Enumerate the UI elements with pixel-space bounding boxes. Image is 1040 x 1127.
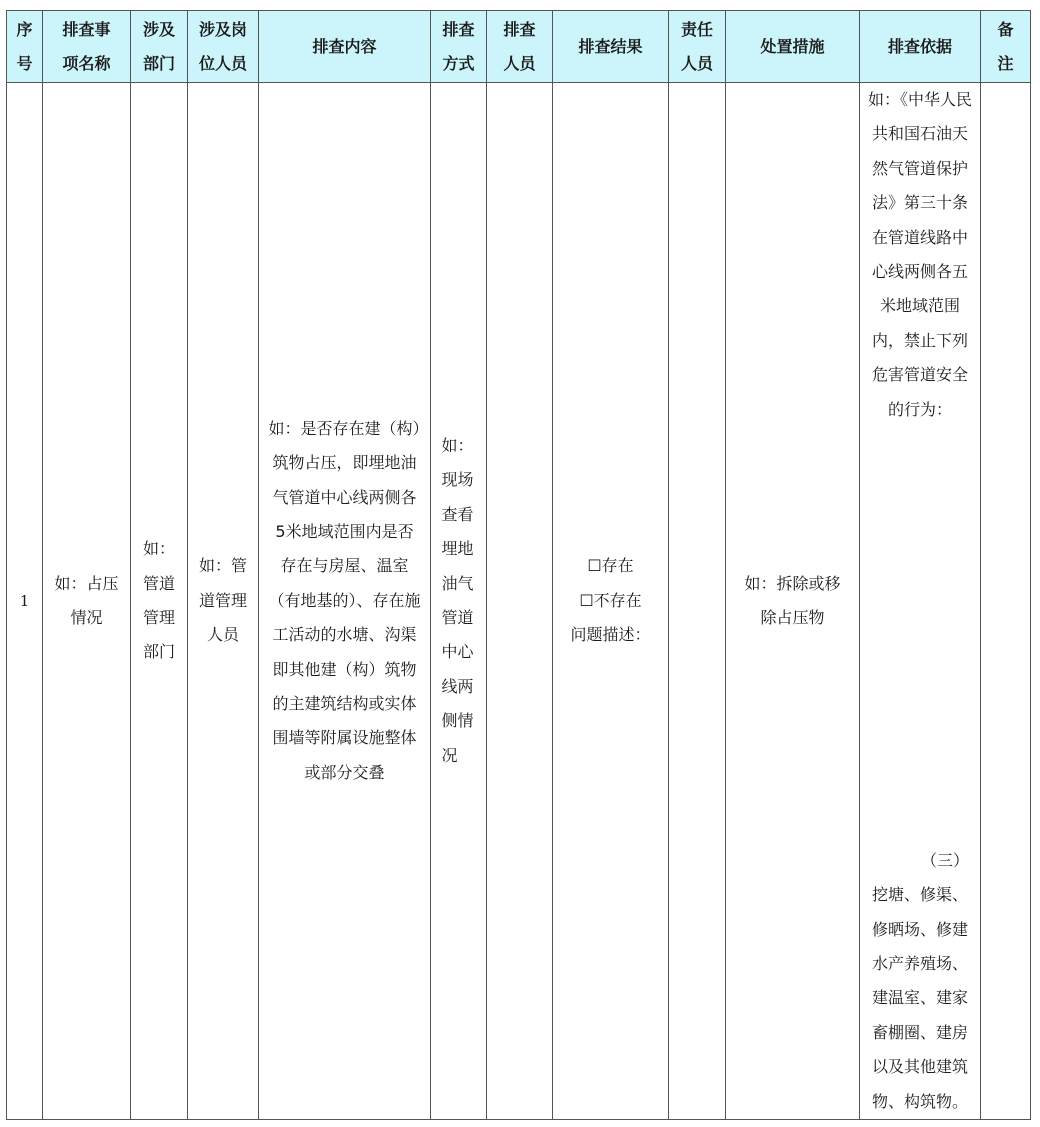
cell-content: 如：是否存在建（构）筑物占压，即埋地油气管道中心线两侧各5米地域范围内是否存在与房屋、温室（有地基的）、存在施工活动的水塘、沟渠即其他建（构）筑物的主建筑结构或实体围墙等附属设施整体或部分交叠 (259, 83, 431, 1120)
result-not-exists-option[interactable]: ☐不存在 (579, 590, 642, 610)
cell-result (553, 83, 669, 1120)
header-dept: 涉及部门 (131, 11, 188, 83)
header-post: 涉及岗位人员 (188, 11, 259, 83)
cell-method: 如：现场查看埋地油气管道中心线两侧情况 (431, 83, 487, 1120)
basis-item-number: （三） (920, 850, 969, 870)
header-basis: 排查依据 (860, 11, 981, 83)
header-inspector: 排查人员 (487, 11, 553, 83)
cell-seq: 1 (7, 83, 43, 1120)
table-row (7, 83, 1031, 1120)
basis-item-text: 挖塘、修渠、修晒场、修建水产养殖场、建温室、建家畜棚圈、建房以及其他建筑物、构筑物。 (871, 885, 968, 1111)
cell-item: 如：占压情况 (43, 83, 131, 1120)
header-method: 排查方式 (431, 11, 487, 83)
header-seq: 序号 (7, 11, 43, 83)
cell-responsible (669, 83, 726, 1120)
header-result: 排查结果 (553, 11, 669, 83)
header-remarks: 备注 (981, 11, 1031, 83)
result-exists-option[interactable]: ☐存在 (587, 556, 634, 576)
header-content: 排查内容 (259, 11, 431, 83)
header-responsible: 责任人员 (669, 11, 726, 83)
inspection-table (6, 10, 1031, 1120)
result-description-label: 问题描述： (570, 625, 651, 645)
cell-dept: 如：管道管理部门 (131, 83, 188, 1120)
cell-post: 如：管道管理人员 (188, 83, 259, 1120)
header-measures: 处置措施 (726, 11, 860, 83)
cell-inspector (487, 83, 553, 1120)
basis-bottom-text (860, 844, 980, 1119)
cell-remarks (981, 83, 1031, 1120)
cell-measures: 如：拆除或移除占压物 (726, 83, 860, 1120)
cell-basis (860, 83, 981, 1120)
header-item: 排查事项名称 (43, 11, 131, 83)
header-row (7, 11, 1031, 83)
basis-top-text: 如：《中华人民共和国石油天然气管道保护法》第三十条 在管道线路中心线两侧各五米地域范围内，禁止下列危害管道安全的行为： (867, 90, 972, 419)
